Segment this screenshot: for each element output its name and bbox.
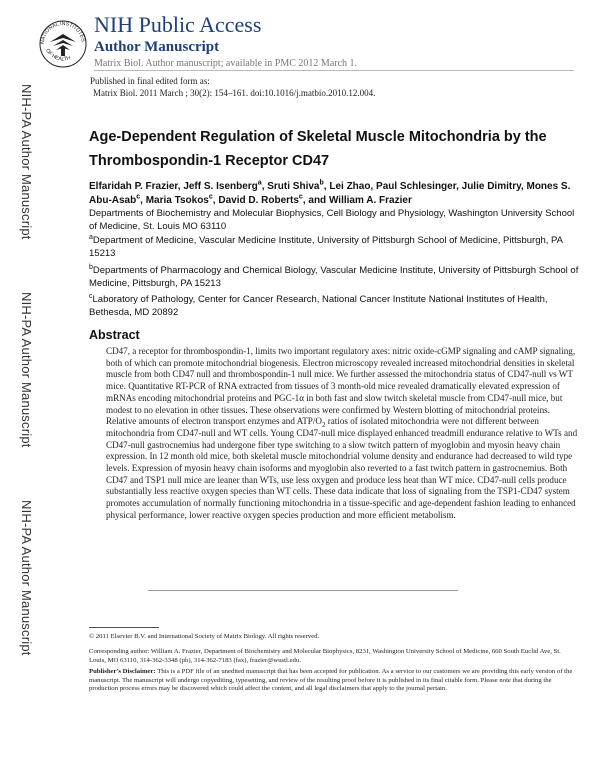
author-name: Sruti Shiva (267, 181, 320, 192)
article-title: Age-Dependent Regulation of Skeletal Muscle Mitochondria by the Thrombospondin-1 Receptor CD47 (89, 129, 547, 169)
citation-line: Matrix Biol. 2011 March ; 30(2): 154–161. doi:10.1016/j.matbio.2010.12.004. (93, 88, 376, 98)
author-separator: , (140, 194, 146, 206)
affiliation-b (89, 264, 579, 290)
abstract-text-part1: CD47, a receptor for thrombospondin-1, limits two important regulatory axes: nitric oxide-cGMP signaling and cAMP signaling, both of which can promote mitochondrial biogenesis. Electron microscopy revealed increased mitochondrial densities in skeletal muscle from both CD47 null and thrombospondin-1 null mice. We further assessed the mitochondria status of CD47-null vs WT mice. Quantitative RT-PCR of RNA extracted from tissues of 3 month-old mice revealed dramatically elevated expression of mRNAs encoding mitochondrial proteins and PGC-1α in both fast and slow twitch skeletal muscle from CD47-null mice, but modest to no elevation in other tissues. These observations were confirmed by Western blotting of mitochondrial proteins. Relative amounts of electron transport enzymes and ATP/O (106, 346, 576, 427)
published-label: Published in final edited form as: (90, 76, 210, 86)
abstract-text-part2: ratios of isolated mitochondria were not different between mitochondria from CD47-null and WT cells. Young CD47-null mice displayed enhanced treadmill endurance relative to WTs and CD47-null gastrocnemius had undergone fiber type switching to a slow twitch pattern of myoglobin and myosin heavy chain expression. In 12 month old mice, both skeletal muscle mitochondrial volume density and endurance had decreased to wild type levels. Expression of myosin heavy chain isoforms and myoglobin also reverted to a fast twitch pattern in gastrocnemius. Both CD47 and TSP1 null mice are leaner than WTs, use less oxygen and produce less heat than WT mice. CD47-null cells produce substantially less reactive oxygen species than WT cells. These data indicate that loss of signaling from the TSP1-CD47 system promotes accumulation of normally functioning mitochondria in a tissue-specific and age-dependent fashion leading to enhanced physical performance, lower reactive oxygen species production and more efficient metabolism. (106, 416, 578, 520)
author-separator: , (177, 181, 184, 192)
author-affiliation-marker: c (298, 193, 303, 201)
disclaimer-label: Publisher's Disclaimer: (89, 668, 156, 675)
author-separator: , (212, 194, 219, 206)
affiliation-text: Department of Medicine, Vascular Medicine Institute, University of Pittsburgh School of Medicine, Pittsburgh, PA 15213 (89, 235, 563, 259)
author-separator: , and (302, 194, 329, 206)
side-banner-bottom: NIH-PA Author Manuscript (19, 500, 34, 656)
svg-text:NATIONAL INSTITUTES: NATIONAL INSTITUTES (39, 20, 86, 45)
abstract-heading: Abstract (89, 328, 140, 342)
nih-public-access-title: NIH Public Access (94, 12, 262, 37)
affiliation-text: Departments of Biochemistry and Molecular Biophysics, Cell Biology and Physiology, Washington University School of Medicine, St. Louis MO 63110 (89, 208, 575, 232)
abstract-body (106, 346, 580, 522)
author-separator: , (456, 181, 462, 192)
author-name: Paul Schlesinger (376, 181, 457, 192)
affiliation-primary (89, 207, 579, 233)
author-affiliation-marker: c (208, 193, 213, 201)
author-name: Elfaridah P. Frazier (89, 181, 178, 192)
eagle-emblem-icon (50, 34, 76, 56)
abstract-end-rule (148, 590, 458, 591)
author-affiliation-marker: c (136, 193, 141, 201)
affiliation-marker: a (89, 233, 93, 241)
affiliation-a (89, 234, 579, 260)
author-affiliation-marker: b (319, 179, 324, 187)
affiliation-c (89, 293, 579, 319)
publisher-disclaimer (89, 668, 579, 694)
affiliation-text: Laboratory of Pathology, Center for Cancer Research, National Cancer Institute National Institutes of Health, Bethesda, MD 20892 (89, 294, 548, 318)
publication-info (90, 75, 375, 99)
author-affiliation-marker: a (257, 179, 262, 187)
author-separator: , (323, 181, 330, 192)
author-name: David D. Roberts (218, 194, 299, 206)
author-name: William A. Frazier (328, 194, 412, 206)
author-separator: , (261, 181, 268, 192)
disclaimer-text: This is a PDF file of an unedited manuscript that has been accepted for publication. As a service to our customers we are providing this early version of the manuscript. The manuscript will undergo copyediting, typesetting, and review of the resulting proof before it is published in its final citable form. Please note that during the production process errors may be discovered which could affect the content, and all legal disclaimers that apply to the journal pertain. (89, 668, 573, 693)
abstract-subscript: 2 (321, 421, 326, 430)
affiliation-marker: c (89, 292, 93, 300)
side-banner-top: NIH-PA Author Manuscript (19, 84, 34, 240)
affiliation-text: Departments of Pharmacology and Chemical Biology, Vascular Medicine Institute, University of Pittsburgh School of Medicine, Pittsburgh, PA 15213 (89, 265, 579, 289)
affiliation-marker: b (89, 263, 93, 271)
copyright-line: © 2011 Elsevier B.V. and International Society of Matrix Biology. All rights reserved. (89, 633, 320, 640)
author-name: Lei Zhao (329, 181, 371, 192)
footnote-rule (89, 627, 159, 628)
author-name: Mones S. Abu-Asab (89, 181, 571, 206)
author-separator: , (370, 181, 377, 192)
corresponding-author: Corresponding author: William A. Frazier, Department of Biochemistry and Molecular Biophysics, 8231, Washington University School of Medicine, 660 South Euclid Ave, St. Louis, MO 63110, 314-362-3348 (ph), 314-362-7183 (fax), frazier@wustl.edu. (89, 648, 561, 664)
nih-seal-logo (38, 10, 88, 74)
svg-text:OF HEALTH: OF HEALTH (44, 47, 72, 63)
author-separator: , (520, 181, 527, 192)
author-name: Maria Tsokos (145, 194, 209, 206)
journal-availability-note: Matrix Biol. Author manuscript; available in PMC 2012 March 1. (94, 58, 358, 69)
author-manuscript-label: Author Manuscript (94, 39, 220, 55)
side-banner-middle: NIH-PA Author Manuscript (19, 292, 34, 448)
author-list (89, 180, 579, 207)
author-name: Julie Dimitry (461, 181, 521, 192)
author-name: Jeff S. Isenberg (183, 181, 258, 192)
header-divider (94, 70, 574, 71)
